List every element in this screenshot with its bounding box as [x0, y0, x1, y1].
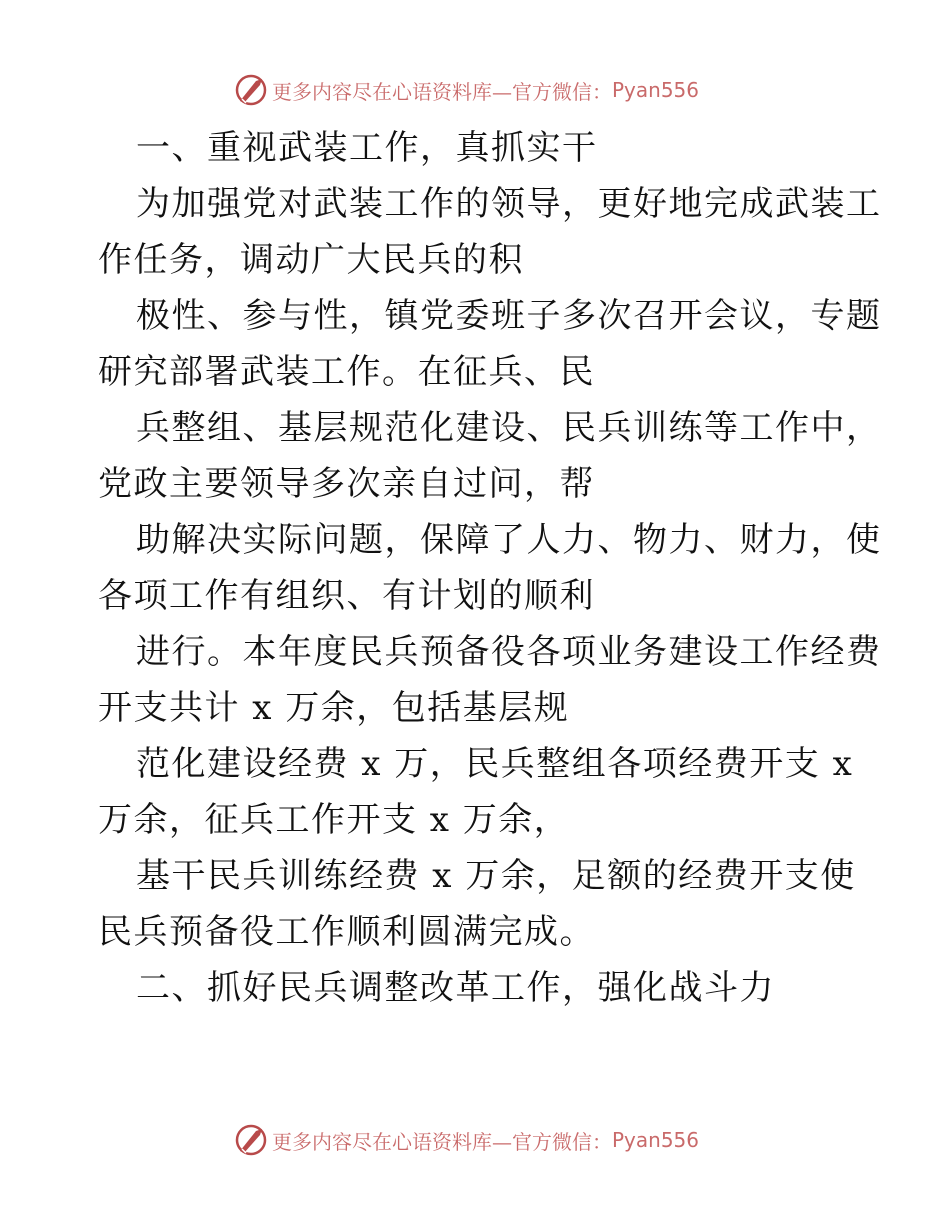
document-body	[98, 120, 882, 1016]
paragraph-line: 范化建设经费 x 万，民兵整组各项经费开支 x	[136, 744, 854, 784]
paragraph-line: 为加强党对武装工作的领导，更好地完成武装工	[136, 184, 882, 224]
section-heading-2: 二、抓好民兵调整改革工作，强化战斗力	[136, 968, 775, 1008]
paragraph-line: 进行。本年度民兵预备役各项业务建设工作经费	[136, 632, 882, 672]
paragraph-line: 助解决实际问题，保障了人力、物力、财力，使	[136, 520, 882, 560]
paragraph-line: 开支共计 x 万余，包括基层规	[98, 688, 570, 728]
watermark-text: 更多内容尽在心语资料库—官方微信：	[272, 1129, 612, 1154]
paragraph-line: 研究部署武装工作。在征兵、民	[98, 352, 595, 392]
watermark-handle: Pyan556	[612, 78, 700, 102]
header-watermark	[234, 70, 699, 110]
section-heading-1: 一、重视武装工作，真抓实干	[136, 128, 598, 168]
watermark-handle: Pyan556	[612, 1128, 700, 1152]
quill-logo-icon	[234, 73, 268, 107]
paragraph-line: 民兵预备役工作顺利圆满完成。	[98, 912, 595, 952]
paragraph-line: 基干民兵训练经费 x 万余，足额的经费开支使	[136, 856, 856, 896]
paragraph-line: 党政主要领导多次亲自过问，帮	[98, 464, 595, 504]
quill-logo-icon	[234, 1123, 268, 1157]
paragraph-line: 各项工作有组织、有计划的顺利	[98, 576, 595, 616]
paragraph-line: 极性、参与性，镇党委班子多次召开会议，专题	[136, 296, 882, 336]
paragraph-line: 兵整组、基层规范化建设、民兵训练等工作中，	[136, 408, 882, 448]
paragraph-line: 作任务，调动广大民兵的积	[98, 240, 524, 280]
footer-watermark	[234, 1120, 699, 1160]
watermark-text: 更多内容尽在心语资料库—官方微信：	[272, 79, 612, 104]
paragraph-line: 万余，征兵工作开支 x 万余，	[98, 800, 570, 840]
